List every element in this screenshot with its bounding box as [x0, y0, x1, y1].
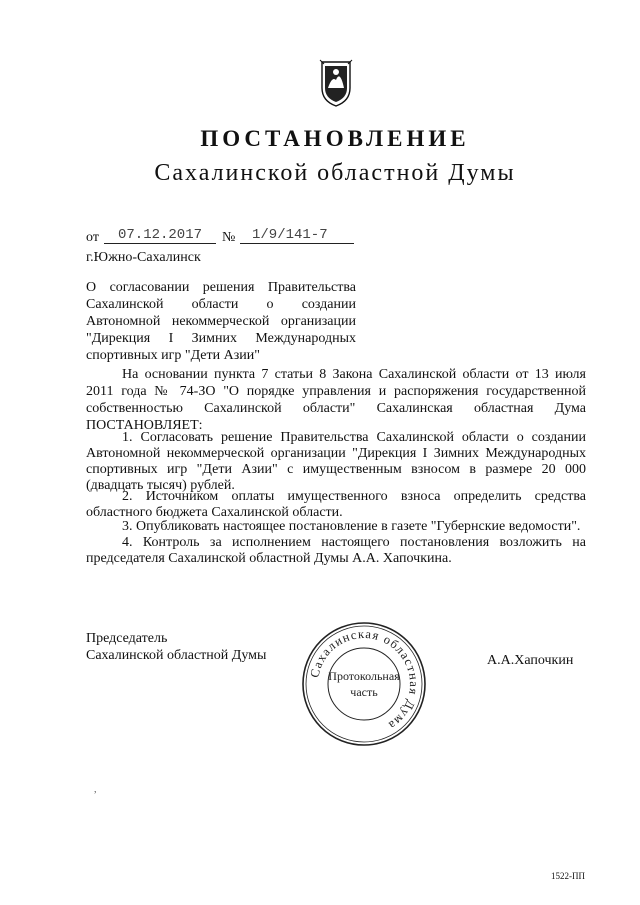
document-subtitle: Сахалинской областной Думы: [154, 160, 516, 186]
city: г.Южно-Сахалинск: [86, 250, 201, 265]
stamp-center-line2: часть: [350, 685, 378, 699]
signatory-position-line2: Сахалинской областной Думы: [86, 648, 267, 663]
footer-mark: ,: [94, 784, 97, 795]
paragraph-1: 1. Согласовать решение Правительства Сахалинской области о создании Автономной некоммерческой организации "Дирекция I Зимних Международных спортивных игр "Дети Азии" с имущественным взносом в размере 20 000 (двадцать тысяч) рублей.: [86, 430, 586, 493]
signatory-position: [86, 630, 266, 664]
signatory-position-line1: Председатель: [86, 631, 168, 646]
date-prefix: от: [86, 230, 99, 245]
paragraph-4: 4. Контроль за исполнением настоящего постановления возложить на председателя Сахалинской областной Думы А.А. Хапочкина.: [86, 535, 586, 566]
number-prefix: №: [222, 230, 236, 245]
coat-of-arms-icon: [316, 58, 356, 108]
signatory-name: А.А.Хапочкин: [487, 653, 574, 668]
document-number: 1/9/141-7: [240, 227, 354, 244]
stamp-ring-text: Сахалинская областная Дума: [307, 626, 422, 734]
stamp-center-line1: Протокольная: [328, 669, 400, 683]
paragraph-2: 2. Источником оплаты имущественного взноса определить средства областного бюджета Сахалинской области.: [86, 489, 586, 520]
document-date: 07.12.2017: [104, 227, 216, 244]
official-stamp: [300, 620, 428, 748]
paragraph-3: 3. Опубликовать настоящее постановление в газете "Губернские ведомости".: [122, 519, 581, 534]
legal-basis: На основании пункта 7 статьи 8 Закона Сахалинской области от 13 июля 2011 года № 74-ЗО "О порядке управления и распоряжения государственной собственностью Сахалинской области" Сахалинская областная Дума ПОСТАНОВЛЯЕТ:: [86, 367, 586, 433]
document-title: ПОСТАНОВЛЕНИЕ: [200, 126, 470, 151]
document-subject: О согласовании решения Правительства Сахалинской области о создании Автономной некоммерческой организации "Дирекция I Зимних Международных спортивных игр "Дети Азии": [86, 280, 356, 363]
document-code: 1522-ПП: [551, 871, 585, 881]
